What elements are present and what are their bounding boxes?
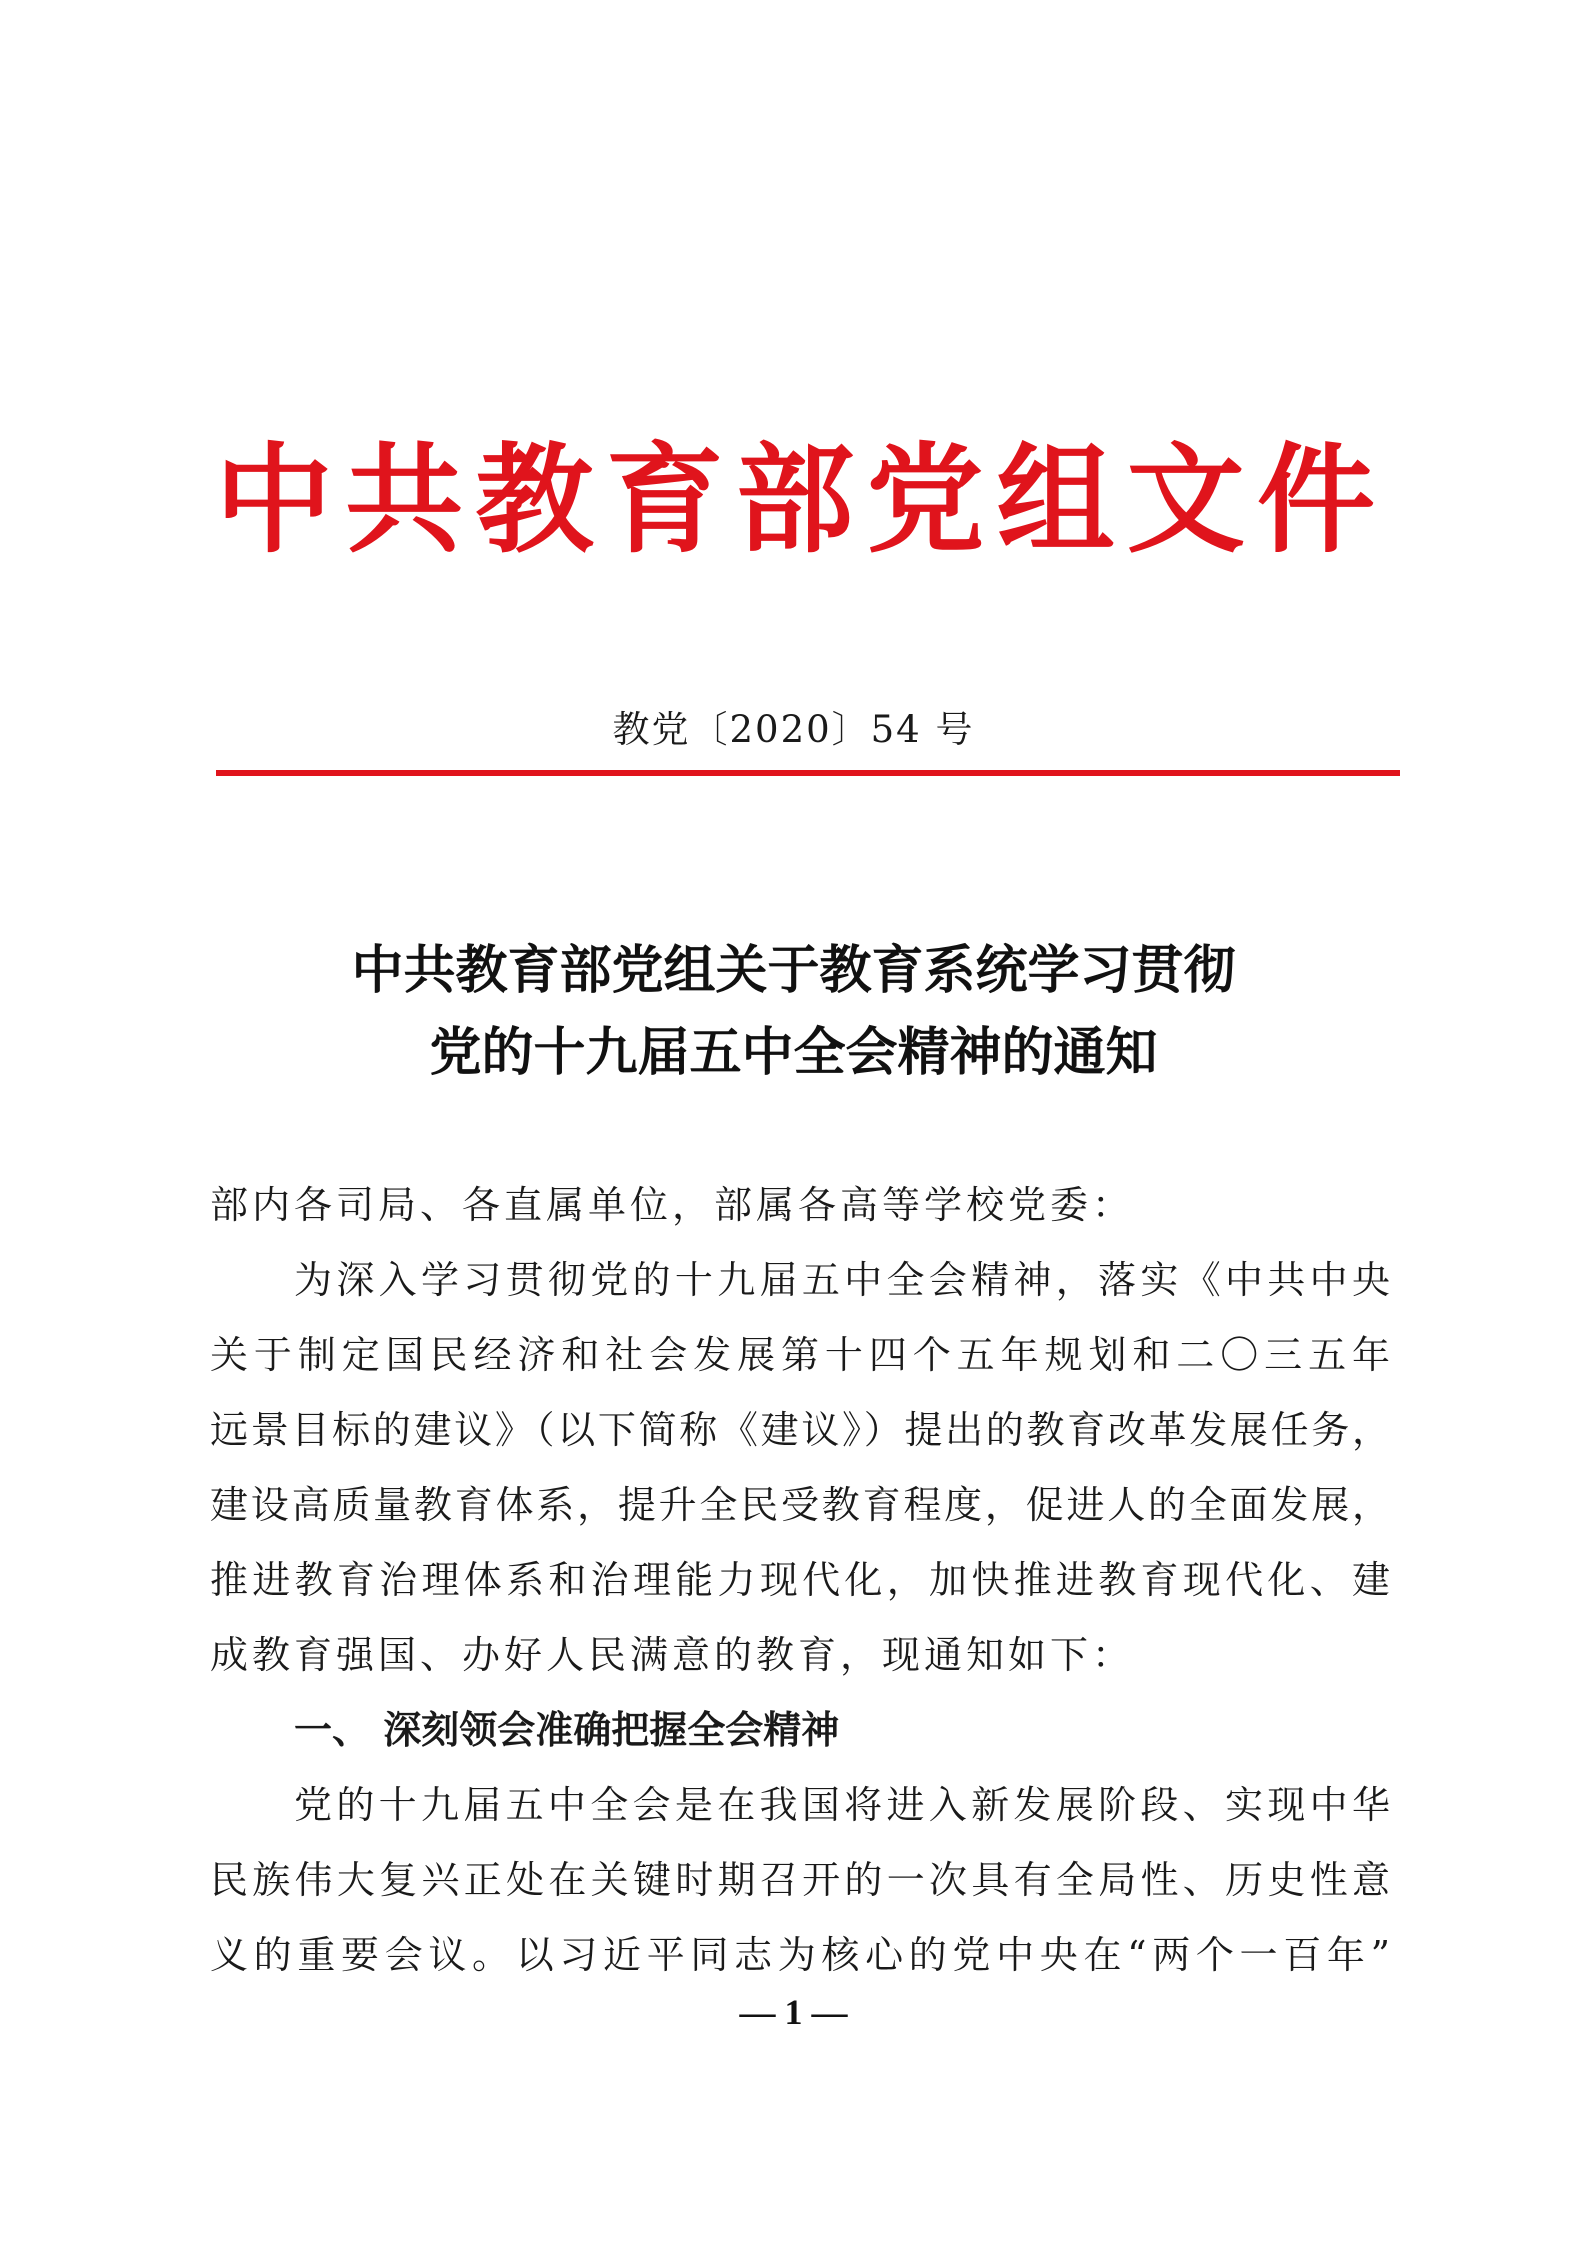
masthead-char: 党 bbox=[866, 430, 985, 569]
document-number: 教党〔2020〕54 号 bbox=[612, 708, 975, 751]
red-separator-line bbox=[216, 770, 1400, 776]
masthead-char: 育 bbox=[605, 430, 724, 569]
paragraph-line: 推进教育治理体系和治理能力现代化，加快推进教育现代化、建 bbox=[210, 1558, 1390, 1602]
document-title bbox=[0, 930, 1587, 1094]
paragraph-line: 远景目标的建议》（以下简称《建议》）提出的教育改革发展任务， bbox=[210, 1408, 1390, 1452]
masthead-char: 件 bbox=[1257, 430, 1376, 569]
paragraph-line: 建设高质量教育体系，提升全民受教育程度，促进人的全面发展， bbox=[210, 1483, 1390, 1527]
title-line-2: 党的十九届五中全会精神的通知 bbox=[429, 1023, 1158, 1083]
paragraph-line: 关于制定国民经济和社会发展第十四个五年规划和二〇三五年 bbox=[210, 1333, 1390, 1377]
paragraph-line: 为深入学习贯彻党的十九届五中全会精神，落实《中共中央 bbox=[294, 1258, 1390, 1302]
masthead-char: 部 bbox=[736, 430, 855, 569]
title-line-1: 中共教育部党组关于教育系统学习贯彻 bbox=[351, 941, 1236, 1001]
paragraph-line: 成教育强国、办好人民满意的教育，现通知如下： bbox=[210, 1633, 1135, 1677]
page-number: — 1 — bbox=[739, 1992, 848, 2032]
salutation: 部内各司局、各直属单位，部属各高等学校党委： bbox=[210, 1183, 1135, 1227]
masthead-title bbox=[215, 420, 1375, 580]
masthead-char: 中 bbox=[215, 430, 334, 569]
section-heading: 一、 深刻领会准确把握全会精神 bbox=[294, 1708, 840, 1752]
masthead-char: 组 bbox=[996, 430, 1115, 569]
paragraph-line: 义的重要会议。以习近平同志为核心的党中央在“两个一百年” bbox=[210, 1933, 1390, 1977]
paragraph-line: 民族伟大复兴正处在关键时期召开的一次具有全局性、历史性意 bbox=[210, 1858, 1390, 1902]
document-body bbox=[210, 1168, 1390, 1993]
masthead-char: 教 bbox=[475, 430, 594, 569]
paragraph-line: 党的十九届五中全会是在我国将进入新发展阶段、实现中华 bbox=[294, 1783, 1390, 1827]
masthead-char: 共 bbox=[345, 430, 464, 569]
masthead-char: 文 bbox=[1126, 430, 1245, 569]
